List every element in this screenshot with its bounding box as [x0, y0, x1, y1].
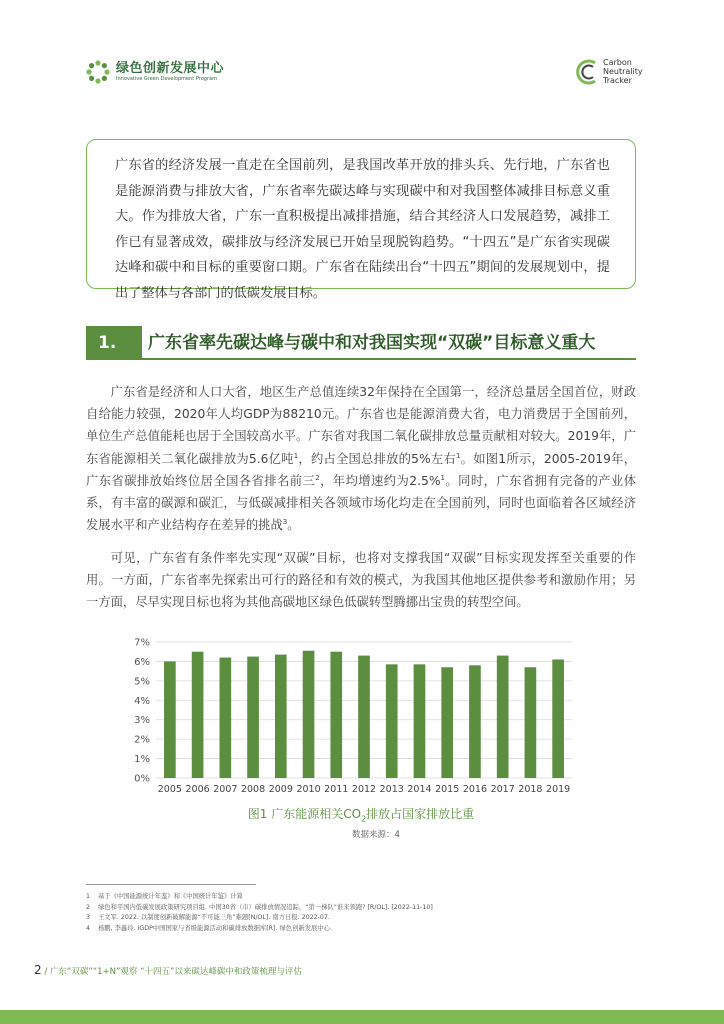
x-tick-label: 2015 [435, 784, 460, 795]
bar [525, 667, 537, 778]
footnote-divider [86, 884, 256, 885]
x-tick-label: 2012 [351, 784, 377, 795]
x-tick-label: 2007 [213, 784, 238, 795]
section-number: 1. [86, 326, 142, 360]
footnotes [86, 892, 646, 934]
footnote-number: 1 [86, 893, 91, 900]
x-tick-label: 2013 [379, 784, 404, 795]
para1-text-b: ，约占全国总排放的5%左右 [298, 451, 456, 466]
bar [414, 664, 426, 778]
y-tick-label: 2% [134, 734, 150, 746]
bar [275, 655, 287, 778]
x-tick-label: 2018 [518, 784, 543, 795]
para1-text-a: 广东省是经济和人口大省，地区生产总值连续32年保持在全国第一，经济总量居全国首位，财政自给能力较强，2020年人均GDP为88210元。广东省也是能源消费大省，电力消费居于全国前列，单位生产总值能耗也居于全国较高水平。广东省对我国二氧化碳排放总量贡献相对较大。2019年，广东省能源相关二氧化碳排放为5.6亿吨 [86, 385, 636, 466]
footnote-item [86, 903, 646, 914]
footnote-text: 王文军. 2022. 以制度创新破解能源“不可能三角”难题[N/OL]. 南方日报. 2022-07. [98, 914, 330, 921]
footnote-number: 2 [86, 903, 91, 911]
y-tick-label: 6% [134, 656, 150, 668]
paragraph-2: 可见，广东省有条件率先实现“双碳”目标，也将对支撑我国“双碳”目标实现发挥至关重要的作用。一方面，广东省率先探索出可行的路径和有效的模式，为我国其他地区提供参考和激励作用；另一方面，尽早实现目标也将为其他高碳地区绿色低碳转型腾挪出宝贵的转型空间。 [86, 551, 636, 610]
x-tick-label: 2011 [324, 784, 349, 795]
bar [497, 656, 509, 778]
footnote-number: 4 [86, 924, 91, 932]
footnote-item [86, 892, 646, 903]
para1-text-d: ，年均增速约为2.5% [319, 473, 441, 488]
summary-text: 广东省的经济发展一直走在全国前列，是我国改革开放的排头兵、先行地，广东省也是能源消费与排放大省，广东省率先碳达峰与实现碳中和对我国整体减排目标意义重大。作为排放大省，广东一直积极提出减排措施，结合其经济人口发展趋势，减排工作已有显著成效，碳排放与经济发展已开始呈现脱钩趋势。“十四五”是广东省实现碳达峰和碳中和目标的重要窗口期。广东省在陆续出台“十四五”期间的发展规划中，提出了整体与各部门的低碳发展目标。 [115, 158, 610, 301]
page-number: 2 [34, 963, 42, 977]
bar [358, 656, 370, 778]
para1-text-c: 。如图1所示，2005-2019年，广东省碳排放始终位居全国各省排名前三 [86, 451, 636, 488]
footnote-ref: 3 [282, 518, 288, 527]
x-tick-label: 2014 [407, 784, 432, 795]
cnt-arc-icon [576, 59, 600, 85]
y-tick-label: 7% [134, 637, 150, 649]
page-footer [34, 963, 302, 977]
y-tick-label: 1% [134, 754, 150, 766]
caption-sub: 2 [361, 814, 367, 824]
x-tick-label: 2009 [268, 784, 293, 795]
caption-post: 排放占国家排放比重 [366, 807, 475, 821]
footnote-ref: 1 [455, 451, 461, 460]
bar [247, 657, 259, 778]
bar [441, 667, 453, 778]
x-tick-label: 2019 [546, 784, 571, 795]
igdp-circle-icon [86, 60, 110, 84]
caption-pre: 图1 广东能源相关CO [247, 807, 362, 821]
section-underline [86, 358, 636, 360]
bar [303, 651, 315, 778]
y-tick-label: 3% [134, 715, 150, 727]
footnote-number: 3 [86, 914, 91, 921]
x-tick-label: 2010 [296, 784, 321, 795]
tracker-line2: Neutrality [603, 67, 643, 76]
footnote-text: 绿色和平国内低碳发展政策研究项目组. 中国30省（市）碳排放情况追踪，“第一梯队”谁来领跑? [R/OL]. [2022-11-10] [98, 903, 433, 911]
emission-share-bar-chart [120, 628, 580, 798]
org-name-en: Innovative Green Development Program [116, 75, 217, 82]
bar [386, 664, 398, 778]
footnote-text: 杨鹏, 李鑫玲. IGDP中国国家与省级能源活动和碳排放数据库[R]. 绿色创新发展中心. [98, 924, 332, 932]
summary-box [86, 139, 636, 301]
paragraph-1 [86, 381, 636, 536]
x-tick-label: 2016 [462, 784, 488, 795]
section-heading [86, 326, 636, 360]
bar [220, 658, 232, 778]
footnote-ref: 1 [440, 473, 445, 482]
y-tick-label: 4% [134, 695, 150, 707]
data-source: 数据来源：4 [352, 830, 400, 840]
x-tick-label: 2006 [185, 784, 210, 795]
tracker-line3: Tracker [603, 76, 632, 85]
x-tick-label: 2017 [490, 784, 515, 795]
bar [164, 661, 176, 778]
footer-text: 广东“双碳”“1+N”观察 “十四五”以来碳达峰碳中和政策梳理与评估 [49, 967, 302, 977]
page-header [0, 0, 724, 100]
section-title-text: 广东省率先碳达峰与碳中和对我国实现“双碳”目标意义重大 [148, 333, 596, 353]
footer-sep: / [41, 967, 50, 977]
igdp-logo [86, 60, 224, 84]
bottom-bar [0, 1010, 724, 1024]
footnote-item [86, 924, 646, 935]
tracker-line1: Carbon [603, 58, 632, 67]
para1-text-e: 。同时，广东省拥有完备的产业体系，有丰富的碳源和碳汇，与低碳减排相关各领域市场化均走在全国前列，同时也面临着各区域经济发展水平和产业结构存在差异的挑战 [86, 473, 636, 533]
bar [469, 665, 481, 778]
figure-caption [86, 805, 636, 823]
para1-text-f: 。 [287, 518, 300, 533]
x-tick-label: 2005 [157, 784, 182, 795]
y-tick-label: 0% [134, 773, 150, 785]
footnote-item [86, 913, 646, 924]
footnote-ref: 2 [315, 473, 320, 482]
bar [552, 659, 564, 778]
cnt-logo [576, 58, 643, 85]
bar [330, 652, 342, 778]
footnote-text: 基于《中国能源统计年鉴》和《中国统计年鉴》计算 [98, 893, 243, 900]
bar [192, 652, 204, 778]
y-tick-label: 5% [134, 676, 150, 688]
org-name-cn: 绿色创新发展中心 [116, 60, 225, 76]
x-tick-label: 2008 [240, 784, 266, 795]
footnote-ref: 1 [293, 451, 299, 460]
